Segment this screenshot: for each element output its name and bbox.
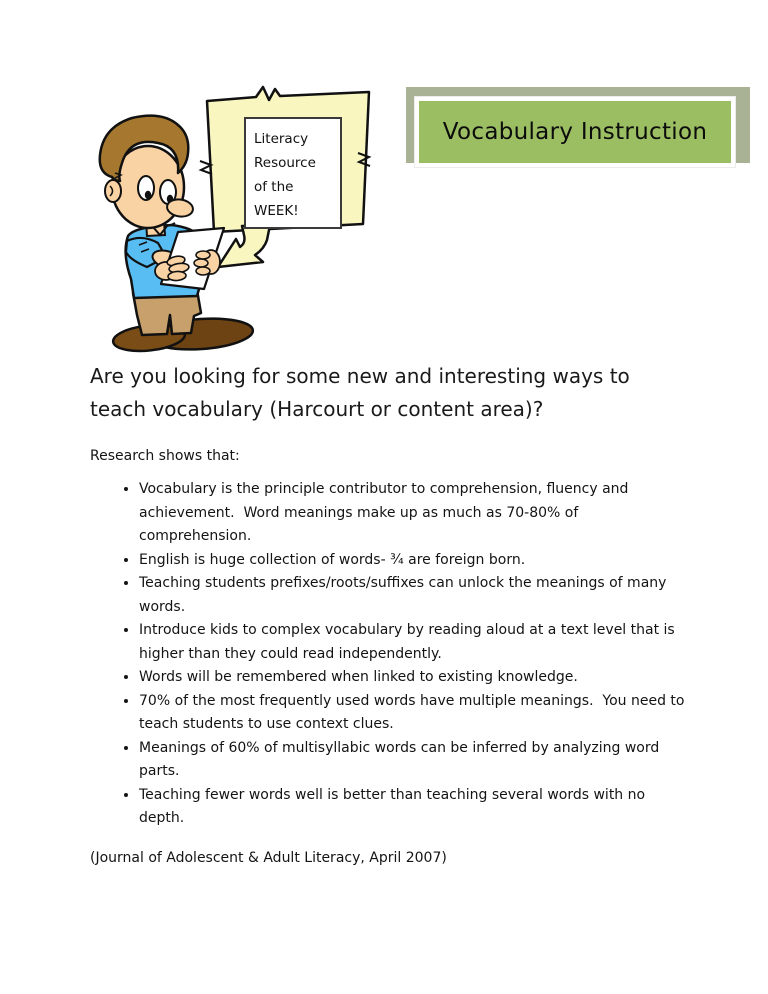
research-bullet-list <box>90 478 690 831</box>
man-reading-illustration <box>70 85 400 355</box>
literacy-sign <box>200 87 370 267</box>
man-hand-left-finger3 <box>168 271 187 281</box>
bullet-item: • Vocabulary is the principle contributor to comprehension, fluency and achievement. Word meanings make up as much as 70-80% of comprehension. <box>139 478 690 549</box>
page-title: Vocabulary Instruction <box>442 119 708 145</box>
sign-line-1: Literacy <box>254 131 309 147</box>
sign-line-4: WEEK! <box>254 203 299 219</box>
citation: (Journal of Adolescent & Adult Literacy, April 2007) <box>90 849 447 866</box>
man-pupil-left <box>145 191 151 199</box>
heading-line-1: Are you looking for some new and interesting ways to <box>90 364 630 388</box>
man-hand-right-finger2 <box>194 259 208 267</box>
man-hand-right-finger3 <box>196 267 210 275</box>
bullet-item: • Words will be remembered when linked to existing knowledge. <box>139 666 690 690</box>
sign-line-2: Resource <box>254 155 316 171</box>
sign-line-3: of the <box>254 179 294 195</box>
title-banner <box>406 87 754 181</box>
bullet-item: • Meanings of 60% of multisyllabic words can be inferred by analyzing word parts. <box>139 737 690 784</box>
man-hand-right-finger1 <box>196 251 210 259</box>
heading <box>90 360 710 426</box>
body-content <box>90 360 710 866</box>
bullet-item: • English is huge collection of words- ¾ are foreign born. <box>139 549 690 573</box>
bullet-item: • Introduce kids to complex vocabulary by reading aloud at a text level that is higher than they could read independently. <box>139 619 690 666</box>
heading-line-2: teach vocabulary (Harcourt or content area)? <box>90 397 544 421</box>
bullet-item: • Teaching students prefixes/roots/suffixes can unlock the meanings of many words. <box>139 572 690 619</box>
intro-text: Research shows that: <box>90 448 240 464</box>
banner-box <box>415 97 735 167</box>
bullet-item: • Teaching fewer words well is better than teaching several words with no depth. <box>139 784 690 831</box>
bullet-item: • 70% of the most frequently used words have multiple meanings. You need to teach students to use context clues. <box>139 690 690 737</box>
